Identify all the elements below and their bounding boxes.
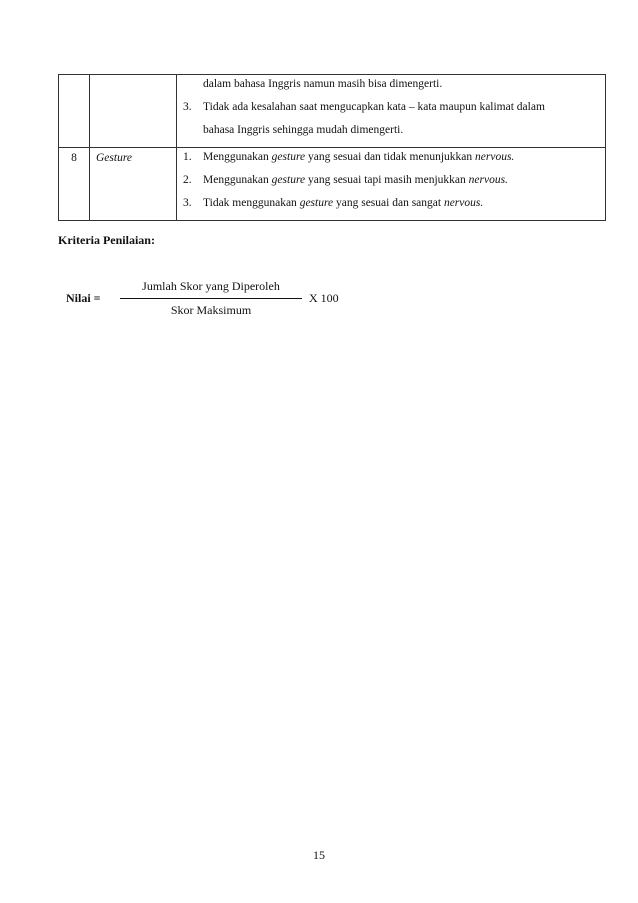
line-number: 1. — [183, 151, 192, 163]
line-text: dalam bahasa Inggris namun masih bisa dimengerti. — [203, 78, 443, 90]
line-text — [201, 197, 483, 211]
description-line — [177, 151, 605, 174]
line-text: bahasa Inggris sehingga mudah dimengerti. — [203, 124, 404, 136]
italic-term: nervous. — [468, 174, 508, 186]
text-segment: Tidak menggunakan — [203, 197, 300, 209]
description-line — [177, 124, 605, 147]
formula-numerator: Jumlah Skor yang Diperoleh — [142, 279, 280, 293]
table-row — [59, 148, 606, 221]
aspect-label — [90, 75, 176, 79]
page-number: 15 — [313, 848, 325, 862]
italic-term: nervous. — [443, 197, 484, 209]
fraction-bar — [120, 298, 302, 299]
description-line — [177, 101, 605, 124]
italic-term: nervous. — [475, 151, 515, 163]
italic-term: gesture — [271, 174, 306, 186]
formula-denominator: Skor Maksimum — [170, 303, 252, 317]
row-number: 8 — [71, 152, 77, 164]
line-text — [201, 151, 514, 165]
rubric-table — [58, 74, 606, 221]
aspect-cell — [90, 148, 177, 221]
description-line — [177, 174, 605, 197]
aspect-cell — [90, 75, 177, 148]
description-line — [177, 197, 605, 220]
aspect-label: Gesture — [96, 152, 132, 164]
table-row — [59, 75, 606, 148]
description-cell — [177, 75, 606, 148]
line-number: 2. — [183, 174, 192, 186]
italic-term: gesture — [299, 197, 334, 209]
line-number: 3. — [183, 197, 192, 209]
row-number-cell — [59, 75, 90, 148]
formula-multiplier: X 100 — [309, 291, 339, 305]
line-text: Tidak ada kesalahan saat mengucapkan kata – kata maupun kalimat dalam — [203, 101, 545, 113]
description-line — [177, 78, 605, 101]
formula-label: Nilai = — [66, 291, 101, 305]
text-segment: Menggunakan — [203, 174, 272, 186]
line-number: 3. — [183, 101, 192, 113]
text-segment: yang sesuai dan tidak menunjukkan — [305, 151, 476, 163]
criteria-heading: Kriteria Penilaian: — [58, 233, 155, 247]
row-number-cell — [59, 148, 90, 221]
text-segment: yang sesuai tapi masih menjukkan — [305, 174, 469, 186]
text-segment: yang sesuai dan sangat — [333, 197, 444, 209]
line-text — [201, 174, 508, 188]
italic-term: gesture — [271, 151, 306, 163]
row-number — [59, 75, 89, 79]
description-cell — [177, 148, 606, 221]
text-segment: Menggunakan — [203, 151, 272, 163]
